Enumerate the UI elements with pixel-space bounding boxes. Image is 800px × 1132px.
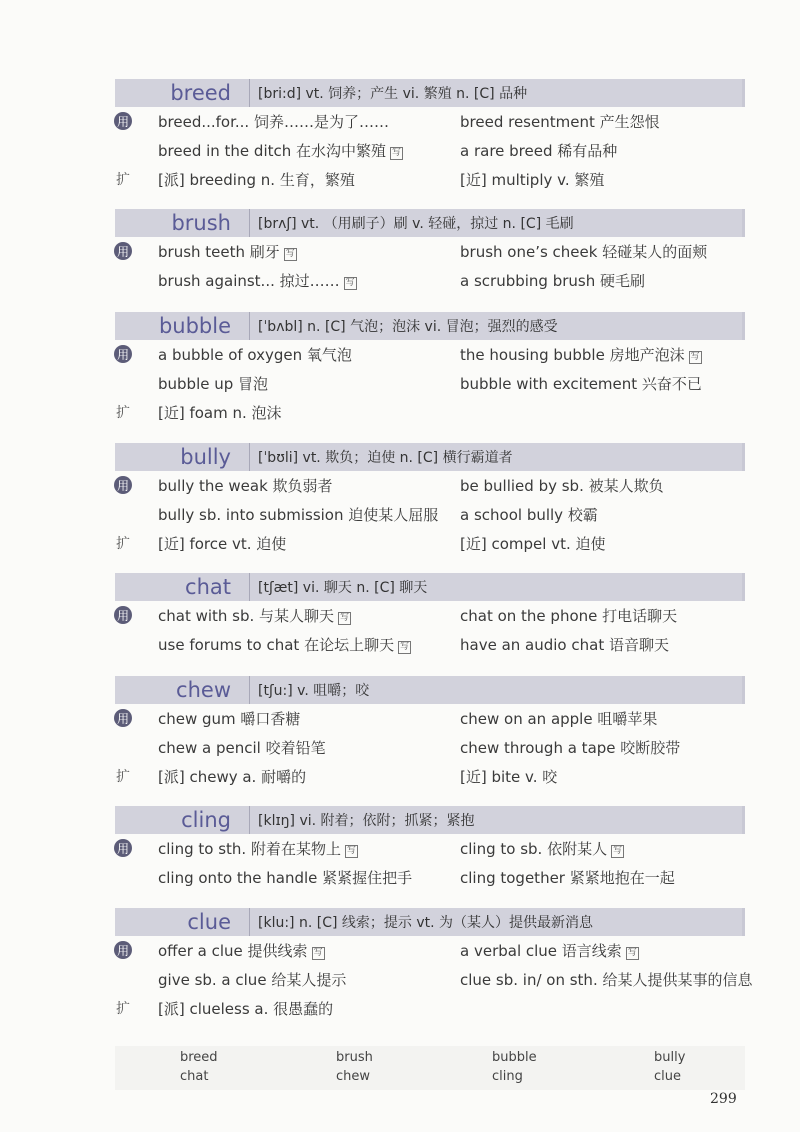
phrase-text: a scrubbing brush 硬毛刷 [460, 272, 645, 290]
word-entry [115, 806, 745, 892]
phrase-text: chat on the phone 打电话聊天 [460, 607, 678, 625]
headword: breed [115, 79, 250, 107]
phrase-text: [派] chewy a. 耐嚼的 [158, 768, 307, 786]
phrase-right [460, 605, 677, 626]
review-word: brush [336, 1050, 373, 1065]
phrase-row [115, 936, 745, 965]
word-entry [115, 908, 753, 1023]
phrase-left [158, 737, 326, 758]
review-word: bubble [492, 1050, 537, 1065]
phrase-left [158, 838, 358, 859]
phrase-row [115, 340, 745, 369]
usage-badge-icon: 用 [114, 112, 132, 130]
writing-tag-icon: 写 [690, 352, 700, 362]
usage-badge-icon: 用 [114, 709, 132, 727]
phrase-row [115, 529, 745, 558]
phrase-right [460, 533, 606, 554]
phrase-left [158, 504, 438, 525]
phrase-left [158, 475, 333, 496]
phrase-text: a rare breed 稀有品种 [460, 142, 618, 160]
review-word: chat [180, 1069, 209, 1084]
headword-definition: [tʃæt] vi. 聊天 n. [C] 聊天 [258, 580, 428, 596]
phrase-right [460, 241, 707, 262]
phrase-row [115, 601, 745, 630]
phrase-left [158, 344, 352, 365]
phrase-text: [近] bite v. 咬 [460, 768, 558, 786]
headword: chat [115, 573, 250, 601]
phrase-row [115, 266, 745, 295]
phrase-right [460, 708, 657, 729]
phrase-text: be bullied by sb. 被某人欺负 [460, 477, 664, 495]
word-entry [115, 79, 745, 194]
phrase-left [158, 533, 286, 554]
review-word: bully [654, 1050, 686, 1065]
phrase-text: bully the weak 欺负弱者 [158, 477, 333, 495]
phrase-left [158, 867, 412, 888]
writing-tag-icon: 写 [627, 948, 637, 958]
phrase-text: cling to sb. 依附某人 [460, 840, 608, 858]
headword: chew [115, 676, 250, 704]
phrase-text: breed...for... 饲养……是为了…… [158, 113, 389, 131]
writing-tag-icon: 写 [346, 846, 356, 856]
phrase-text: cling together 紧紧地抱在一起 [460, 869, 675, 887]
phrase-text: [近] force vt. 迫使 [158, 535, 287, 553]
headword: cling [115, 806, 250, 834]
phrase-row [115, 704, 745, 733]
phrase-row [115, 500, 745, 529]
phrase-text: a school bully 校霸 [460, 506, 598, 524]
headword-bar [115, 443, 745, 471]
headword-bar [115, 676, 745, 704]
phrase-text: breed resentment 产生怨恨 [460, 113, 660, 131]
phrase-right [460, 838, 624, 859]
phrase-row [115, 994, 745, 1023]
phrase-right [460, 373, 702, 394]
usage-badge-icon: 用 [114, 606, 132, 624]
review-word-grid [115, 1046, 745, 1090]
phrase-right [460, 111, 660, 132]
headword-definition: [bri:d] vt. 饲养；产生 vi. 繁殖 n. [C] 品种 [258, 86, 528, 102]
headword-definition: [ˈbʊli] vt. 欺负；迫使 n. [C] 横行霸道者 [258, 450, 513, 466]
phrase-right [460, 737, 680, 758]
page-number: 299 [710, 1091, 737, 1107]
headword: brush [115, 209, 250, 237]
word-entry [115, 209, 745, 295]
phrase-text: chew gum 嚼口香糖 [158, 710, 301, 728]
headword-definition: [brʌʃ] vt. （用刷子）刷 v. 轻碰，掠过 n. [C] 毛刷 [258, 216, 574, 232]
phrase-row [115, 107, 745, 136]
writing-tag-icon: 写 [345, 278, 355, 288]
word-entry [115, 676, 745, 791]
phrase-text: cling to sth. 附着在某物上 [158, 840, 341, 858]
writing-tag-icon: 写 [313, 948, 323, 958]
phrase-row [115, 630, 745, 659]
review-word: breed [180, 1050, 218, 1065]
phrase-left [158, 766, 306, 787]
phrase-right [460, 344, 702, 365]
phrase-text: brush teeth 刷牙 [158, 243, 280, 261]
phrase-text: use forums to chat 在论坛上聊天 [158, 636, 395, 654]
usage-badge-icon: 用 [114, 345, 132, 363]
headword-bar [115, 908, 745, 936]
extension-badge-icon: 扩 [116, 405, 130, 421]
headword-bar [115, 573, 745, 601]
phrase-text: a bubble of oxygen 氧气泡 [158, 346, 352, 364]
headword-definition: [klɪŋ] vi. 附着；依附；抓紧；紧抱 [258, 813, 475, 829]
headword-bar [115, 312, 745, 340]
phrase-text: breed in the ditch 在水沟中繁殖 [158, 142, 387, 160]
extension-badge-icon: 扩 [116, 769, 130, 785]
review-word: chew [336, 1069, 371, 1084]
phrase-text: chew a pencil 咬着铅笔 [158, 739, 326, 757]
writing-tag-icon: 写 [392, 148, 402, 158]
phrase-right [460, 634, 669, 655]
phrase-left [158, 940, 325, 961]
phrase-right [460, 169, 604, 190]
phrase-right [460, 140, 617, 161]
phrase-text: brush against... 掠过…… [158, 272, 340, 290]
headword-definition: [ˈbʌbl] n. [C] 气泡；泡沫 vi. 冒泡；强烈的感受 [258, 319, 558, 335]
headword-definition: [tʃu:] v. 咀嚼；咬 [258, 683, 370, 699]
phrase-left [158, 270, 357, 291]
phrase-text: [近] compel vt. 迫使 [460, 535, 606, 553]
extension-badge-icon: 扩 [116, 172, 130, 188]
phrase-row [115, 165, 745, 194]
phrase-right [460, 270, 645, 291]
writing-tag-icon: 写 [400, 642, 410, 652]
phrase-right [460, 504, 598, 525]
phrase-text: [派] clueless a. 很愚蠢的 [158, 1000, 334, 1018]
phrase-left [158, 111, 389, 132]
phrase-left [158, 634, 411, 655]
phrase-row [115, 863, 745, 892]
headword-bar [115, 79, 745, 107]
phrase-row [115, 398, 745, 427]
phrase-row [115, 834, 745, 863]
phrase-left [158, 969, 346, 990]
usage-badge-icon: 用 [114, 242, 132, 260]
phrase-right [460, 867, 675, 888]
usage-badge-icon: 用 [114, 839, 132, 857]
phrase-text: [近] multiply v. 繁殖 [460, 171, 605, 189]
extension-badge-icon: 扩 [116, 536, 130, 552]
phrase-row [115, 471, 745, 500]
word-entry [115, 312, 745, 427]
phrase-row [115, 762, 745, 791]
phrase-text: chew through a tape 咬断胶带 [460, 739, 681, 757]
headword: bully [115, 443, 250, 471]
phrase-text: [近] foam n. 泡沫 [158, 404, 282, 422]
headword-bar [115, 806, 745, 834]
phrase-row [115, 136, 745, 165]
phrase-left [158, 998, 333, 1019]
phrase-text: have an audio chat 语音聊天 [460, 636, 669, 654]
phrase-row [115, 965, 753, 994]
headword: bubble [115, 312, 250, 340]
review-word: cling [492, 1069, 523, 1084]
phrase-text: bully sb. into submission 迫使某人屈服 [158, 506, 439, 524]
phrase-text: chat with sb. 与某人聊天 [158, 607, 335, 625]
phrase-text: cling onto the handle 紧紧握住把手 [158, 869, 413, 887]
phrase-text: bubble with excitement 兴奋不已 [460, 375, 702, 393]
phrase-text: [派] breeding n. 生育，繁殖 [158, 171, 355, 189]
phrase-text: give sb. a clue 给某人提示 [158, 971, 347, 989]
phrase-right [460, 475, 664, 496]
phrase-left [158, 708, 300, 729]
phrase-left [158, 402, 282, 423]
headword-bar [115, 209, 745, 237]
phrase-text: a verbal clue 语言线索 [460, 942, 622, 960]
writing-tag-icon: 写 [285, 249, 295, 259]
phrase-text: bubble up 冒泡 [158, 375, 269, 393]
headword-definition: [klu:] n. [C] 线索；提示 vt. 为（某人）提供最新消息 [258, 915, 594, 931]
writing-tag-icon: 写 [340, 613, 350, 623]
phrase-text: brush one’s cheek 轻碰某人的面颊 [460, 243, 708, 261]
phrase-right [460, 940, 639, 961]
phrase-text: chew on an apple 咀嚼苹果 [460, 710, 658, 728]
word-entry [115, 573, 745, 659]
writing-tag-icon: 写 [613, 846, 623, 856]
word-entry [115, 443, 745, 558]
review-word: clue [654, 1069, 681, 1084]
extension-badge-icon: 扩 [116, 1001, 130, 1017]
phrase-row [115, 369, 745, 398]
phrase-left [158, 169, 355, 190]
usage-badge-icon: 用 [114, 941, 132, 959]
phrase-text: offer a clue 提供线索 [158, 942, 308, 960]
phrase-left [158, 373, 268, 394]
phrase-text: the housing bubble 房地产泡沫 [460, 346, 685, 364]
phrase-left [158, 241, 297, 262]
usage-badge-icon: 用 [114, 476, 132, 494]
phrase-row [115, 733, 745, 762]
phrase-text: clue sb. in/ on sth. 给某人提供某事的信息 [460, 971, 753, 989]
phrase-left [158, 605, 351, 626]
phrase-left [158, 140, 403, 161]
phrase-row [115, 237, 745, 266]
phrase-right [460, 766, 557, 787]
headword: clue [115, 908, 250, 936]
phrase-right [460, 969, 752, 990]
